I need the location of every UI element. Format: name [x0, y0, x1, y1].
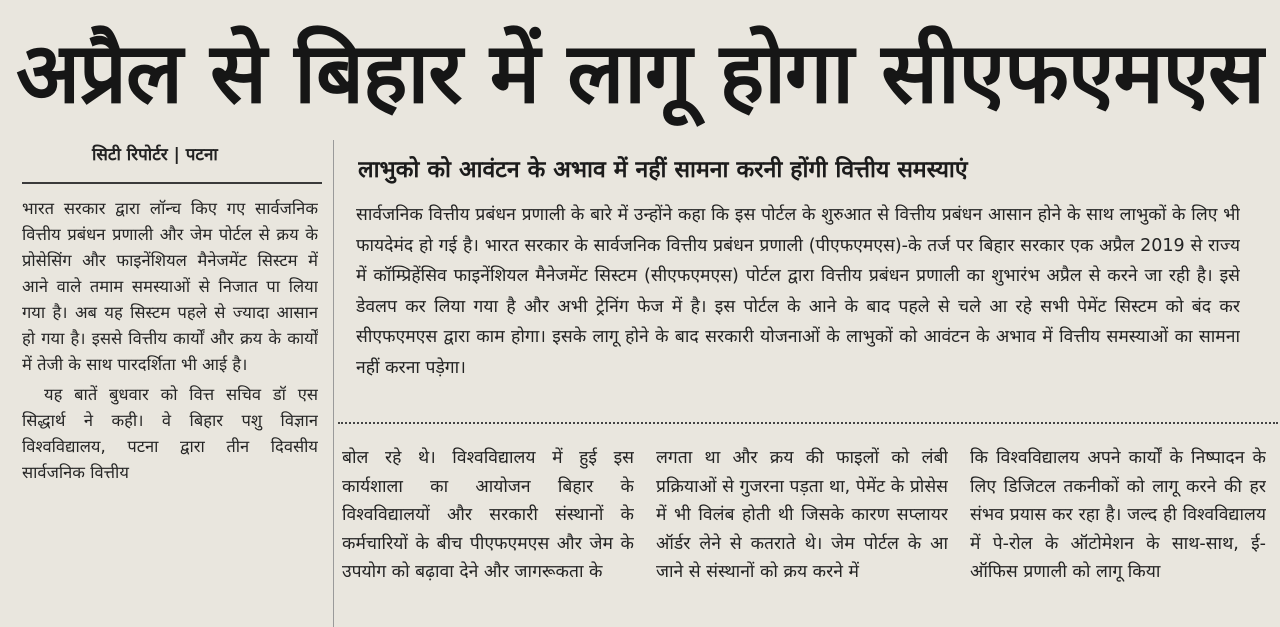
column-divider: [333, 140, 334, 627]
left-column-paragraph-2: यह बातें बुधवार को वित्त सचिव डॉ एस सिद्धार्थ ने कही। वे बिहार पशु विज्ञान विश्वविद्यालय, पटना द्वारा तीन दिवसीय सार्वजनिक वित्तीय: [22, 385, 318, 482]
byline-divider: [22, 182, 322, 184]
article-subheading: लाभुको को आवंटन के अभाव में नहीं सामना करनी होंगी वित्तीय समस्याएं: [358, 157, 968, 183]
dotted-divider: [338, 422, 1278, 424]
body-column-3: लगता था और क्रय की फाइलों को लंबी प्रक्रियाओं से गुजरना पड़ता था, पेमेंट के प्रोसेस में भी विलंब होती थी जिसके कारण सप्लायर ऑर्डर लेने से कतराते थे। जेम पोर्टल के आ जाने से संस्थानों को क्रय करने में: [656, 448, 948, 582]
article-byline: सिटी रिपोर्टर | पटना: [92, 145, 218, 165]
body-column-4: कि विश्वविद्यालय अपने कार्यों के निष्पादन के लिए डिजिटल तकनीकों को लागू करने की हर संभव प्रयास कर रहा है। जल्द ही विश्वविद्यालय में पे-रोल के ऑटोमेशन के साथ-साथ, ई-ऑफिस प्रणाली को लागू किया: [970, 448, 1266, 582]
highlight-box-text: सार्वजनिक वित्तीय प्रबंधन प्रणाली के बारे में उन्होंने कहा कि इस पोर्टल के शुरुआत से वित्तीय प्रबंधन आसान होने के साथ लाभुकों के लिए भी फायदेमंद हो गई है। भारत सरकार के सार्वजनिक वित्तीय प्रबंधन प्रणाली (पीएफएमएस)-के तर्ज पर बिहार सरकार एक अप्रैल 2019 से राज्य में कॉम्प्रिहेंसिव फाइनेंशियल मैनेजमेंट सिस्टम (सीएफएमएस) पोर्टल द्वारा वित्तीय प्रबंधन प्रणाली का शुभारंभ अप्रैल से करने जा रही है। इसे डेवलप कर लिया गया है और अभी ट्रेनिंग फेज में है। इस पोर्टल के आने के बाद पहले से चले आ रहे सभी पेमेंट सिस्टम को बंद कर सीएफएमएस द्वारा काम होगा। इसके लागू होने के बाद सरकारी योजनाओं के लाभुकों को आवंटन के अभाव में वित्तीय समस्याओं का सामना नहीं करना पड़ेगा।: [356, 205, 1240, 378]
left-column: [22, 196, 318, 624]
left-column-paragraph-1: भारत सरकार द्वारा लॉन्च किए गए सार्वजनिक वित्तीय प्रबंधन प्रणाली और जेम पोर्टल से क्रय के प्रोसेसिंग और फाइनेंशियल मैनेजमेंट सिस्टम में आने वाले तमाम समस्याओं से निजात पा लिया गया है। अब यह सिस्टम पहले से ज्यादा आसान हो गया है। इससे वित्तीय कार्यों और क्रय के कार्यों में तेजी के साथ पारदर्शिता भी आई है।: [22, 199, 318, 374]
body-column-2: बोल रहे थे। विश्वविद्यालय में हुई इस कार्यशाला का आयोजन बिहार के विश्वविद्यालयों और सरकारी संस्थानों के कर्मचारियों के बीच पीएफएमएस और जेम के उपयोग को बढ़ावा देने और जागरूकता के: [342, 448, 634, 582]
article-headline: अप्रैल से बिहार में लागू होगा सीएफएमएस: [16, 24, 1264, 122]
